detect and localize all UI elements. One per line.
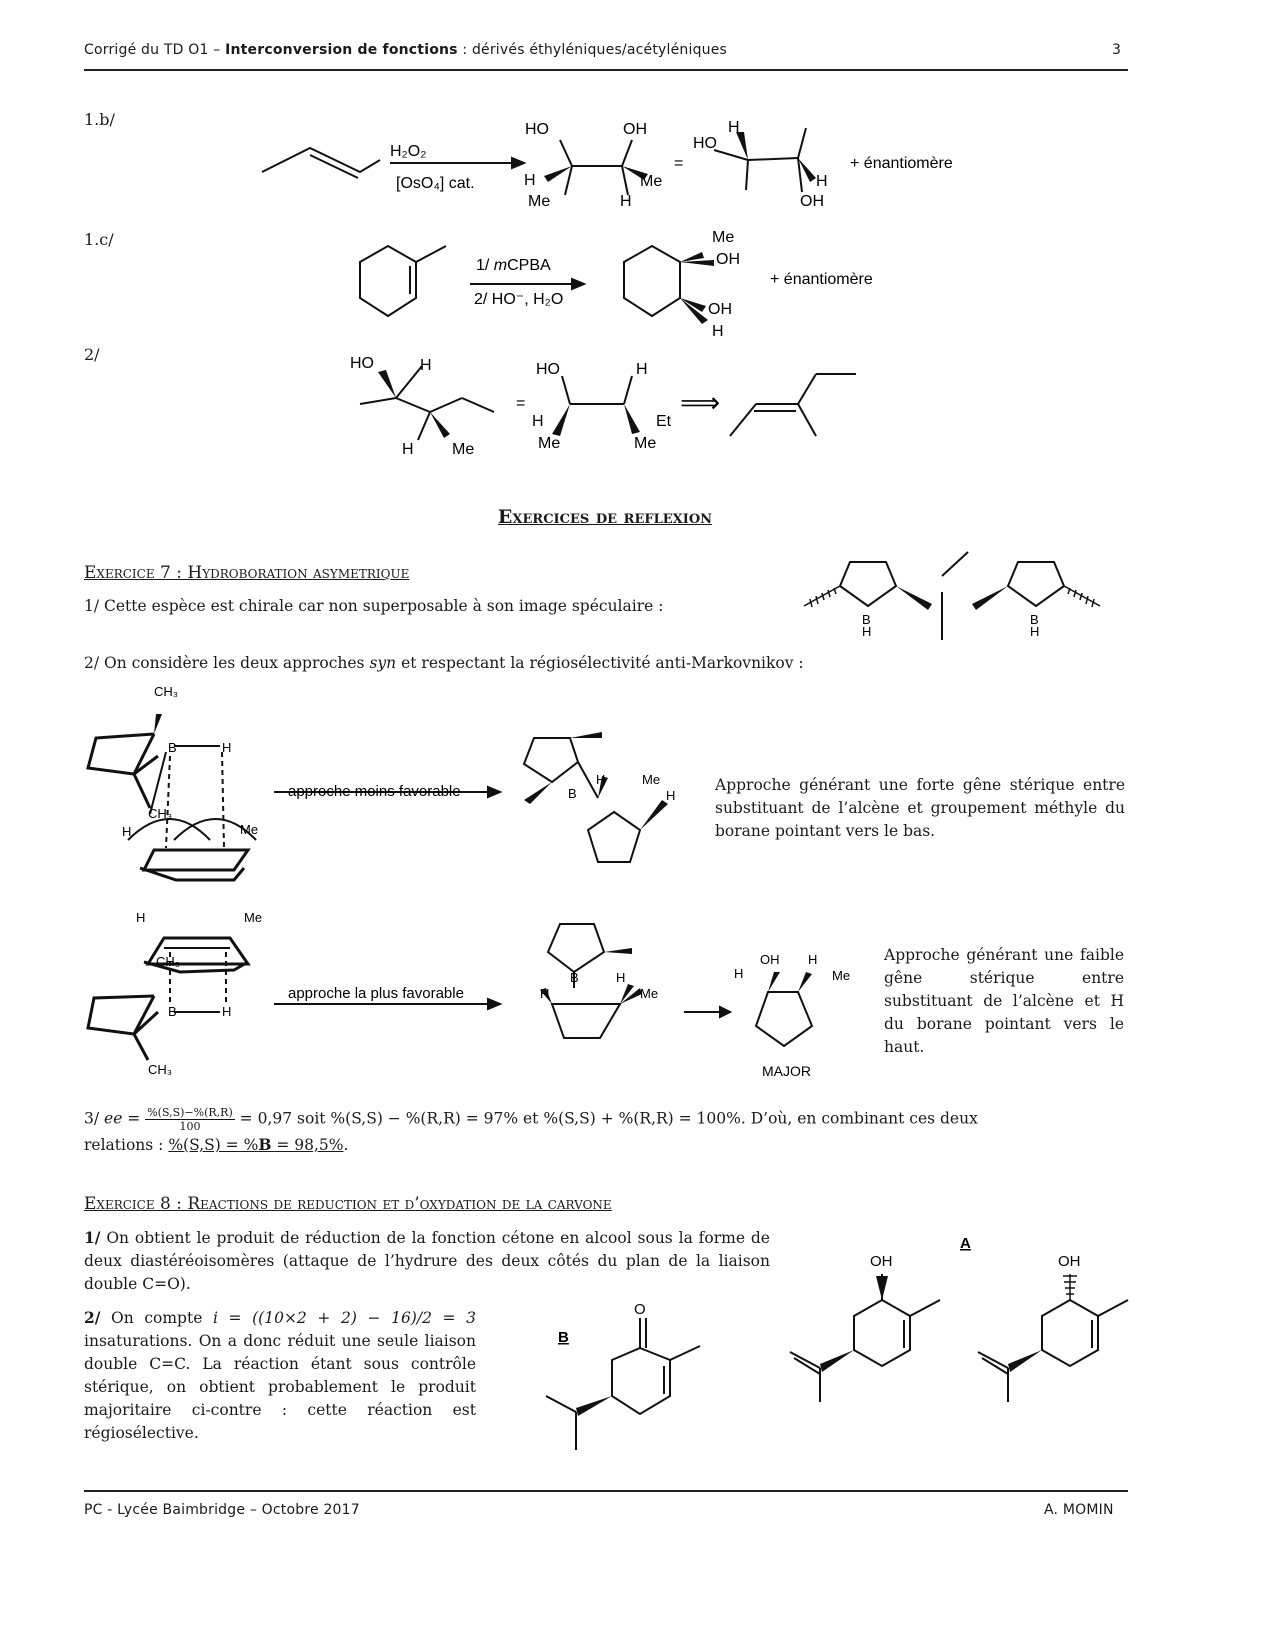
ex7-p3: 3/ ee = $\frac{\%(S,S)-\%(R,R)}{100}$ = 0,97 soit %(S,S) − %(R,R) = 97% et %(S,S) + %(R,R) = 100%. D’où, en combinant ces deux relations : %(S,S) = %B = 98,5%. (84, 1106, 978, 1154)
page-header: Corrigé du TD O1 – Interconversion de fonctions : dérivés éthyléniques/acétyléniques (84, 42, 728, 58)
atom-Me: Me (240, 822, 259, 837)
ex7-p2: 2/ On considère les deux approches syn et respectant la régiosélectivité anti-Markovnikov : (84, 654, 804, 672)
bicyclic-product (552, 1004, 620, 1038)
atom-OH: OH (716, 251, 740, 268)
cyclopentane-product (588, 812, 640, 862)
ee-fraction: $\frac{\%(S,S)-\%(R,R)}{100}$ (147, 1106, 233, 1133)
atom-OH: OH (623, 121, 647, 138)
atom-HO: HO (350, 355, 374, 372)
cyclopentanol-product (756, 992, 812, 1046)
enantiomer-note: + énantiomère (850, 155, 953, 172)
atom-H: H (862, 624, 872, 639)
atom-OH: OH (800, 193, 824, 210)
atom-Me: Me (712, 229, 735, 246)
atom-H: H (222, 740, 232, 755)
atom-H: H (122, 824, 132, 839)
reagent-hydroxide: 2/ HO⁻, H₂O (474, 291, 564, 308)
major-label: MAJOR (762, 1063, 811, 1078)
atom-HO: HO (525, 121, 549, 138)
atom-H: H (636, 361, 648, 378)
atom-Me: Me (538, 435, 561, 452)
atom-Et: Et (656, 413, 672, 430)
atom-H: H (816, 173, 828, 190)
ex8-p1: 1/ On obtient le produit de réduction de la fonction cétone en alcool sous la forme de deux diastéréoisomères (attaque de l’hydrure des deux côtés du plan de la liaison double C=O). (84, 1228, 770, 1293)
atom-B: B (862, 612, 871, 627)
atom-B: B (168, 740, 177, 755)
atom-H: H (620, 193, 632, 210)
retrosynthesis-arrow: ⟹ (680, 387, 721, 418)
atom-H: H (136, 910, 146, 925)
atom-H: H (532, 413, 544, 430)
atom-Me: Me (528, 193, 551, 210)
atom-OH: OH (1058, 1253, 1081, 1270)
atom-OH: OH (708, 301, 732, 318)
atom-H: H (728, 119, 740, 136)
reagent-mcpba: 1/ mCPBA (476, 257, 551, 274)
label-A: A (960, 1235, 971, 1252)
atom-Me: Me (634, 435, 657, 452)
atom-H: H (524, 172, 536, 189)
atom-CH3: CH₃ (154, 684, 179, 699)
q1b-label: 1.b/ (84, 110, 115, 129)
borane-ring (88, 734, 158, 774)
borolane-product (524, 738, 578, 782)
atom-CH3: CH₃ (148, 806, 173, 821)
atom-H: H (596, 772, 606, 787)
borolane-product-2 (548, 924, 604, 972)
atom-OH: OH (870, 1253, 893, 1270)
header-rule (84, 69, 1128, 71)
ex8-structures (530, 1230, 1140, 1470)
approach2-scheme (84, 908, 864, 1078)
section-title: Exercices de reflexion (497, 506, 713, 528)
borolane-left (840, 562, 896, 606)
approach2-comment: Approche générant une faible gêne stérique entre substituant de l’alcène et H du borane pointant vers le haut. (884, 946, 1124, 1056)
q2-scheme (340, 348, 880, 466)
footer-rule (84, 1490, 1128, 1492)
atom-H: H (540, 986, 550, 1001)
atom-B: B (568, 786, 577, 801)
enantiomer-note: + énantiomère (770, 271, 873, 288)
atom-H: H (616, 970, 626, 985)
atom-CH3: CH₃ (148, 1062, 173, 1077)
page-number: 3 (1112, 42, 1122, 58)
ex7-p1: 1/ Cette espèce est chirale car non superposable à son image spéculaire : (84, 597, 664, 615)
carveol-ring-1 (854, 1300, 910, 1366)
borolane-right (1008, 562, 1064, 606)
atom-Me: Me (640, 986, 659, 1001)
atom-B: B (1030, 612, 1039, 627)
ex7-enantiomers (790, 548, 1120, 648)
atom-H: H (1030, 624, 1040, 639)
atom-Me: Me (452, 441, 475, 458)
atom-HO: HO (693, 135, 717, 152)
equals-sign: = (674, 155, 684, 172)
atom-H: H (402, 441, 414, 458)
atom-Me: Me (640, 173, 663, 190)
atom-OH: OH (760, 952, 780, 967)
q1c-label: 1.c/ (84, 230, 114, 249)
atom-Me: Me (832, 968, 851, 983)
cyclohexanediol-ring (624, 246, 680, 316)
footer-left: PC - Lycée Baimbridge – Octobre 2017 (84, 1502, 360, 1518)
atom-H: H (712, 323, 724, 340)
footer-right: A. MOMIN (1044, 1502, 1114, 1518)
atom-H: H (808, 952, 818, 967)
approach1-label: approche moins favorable (288, 783, 461, 800)
atom-H: H (222, 1004, 232, 1019)
atom-O: O (634, 1301, 646, 1318)
q2-label: 2/ (84, 345, 100, 364)
q1c-scheme (330, 222, 910, 342)
atom-CH3: CH₃ (156, 954, 181, 969)
atom-B: B (168, 1004, 177, 1019)
label-B: B (558, 1329, 569, 1346)
atom-Me: Me (244, 910, 263, 925)
atom-H: H (420, 357, 432, 374)
atom-Me: Me (642, 772, 661, 787)
atom-H: H (734, 966, 744, 981)
atom-H: H (666, 788, 676, 803)
approach1-comment: Approche générant une forte gêne stérique entre substituant de l’alcène et groupement méthyle du borane pointant vers le bas. (715, 776, 1125, 840)
carvone-ring (612, 1348, 670, 1414)
atom-B: B (570, 970, 579, 985)
carveol-ring-2 (1042, 1300, 1098, 1366)
approach1-scheme (84, 680, 704, 900)
reagent-h2o2: H₂O₂ (390, 143, 427, 160)
reagent-oso4: [OsO₄] cat. (396, 175, 475, 192)
ex8-title: Exercice 8 : Reactions de reduction et d’oxydation de la carvone (84, 1194, 612, 1214)
ex8-p2: 2/ On compte i = ((10×2 + 2) − 16)/2 = 3 insaturations. On a donc réduit une seule liaison double C=C. La réaction étant sous contrôle stérique, on obtient probablement le produit majoritaire ci-contre : cette réaction est régiosélective. (84, 1308, 476, 1442)
equals-sign: = (516, 395, 526, 412)
q1b-scheme (250, 110, 990, 220)
ee-result: %(S,S) = %B = 98,5% (168, 1135, 344, 1154)
cyclohexene-ring (360, 246, 416, 316)
ex7-title: Exercice 7 : Hydroboration asymetrique (84, 563, 410, 583)
atom-HO: HO (536, 361, 560, 378)
approach2-label: approche la plus favorable (288, 985, 464, 1002)
